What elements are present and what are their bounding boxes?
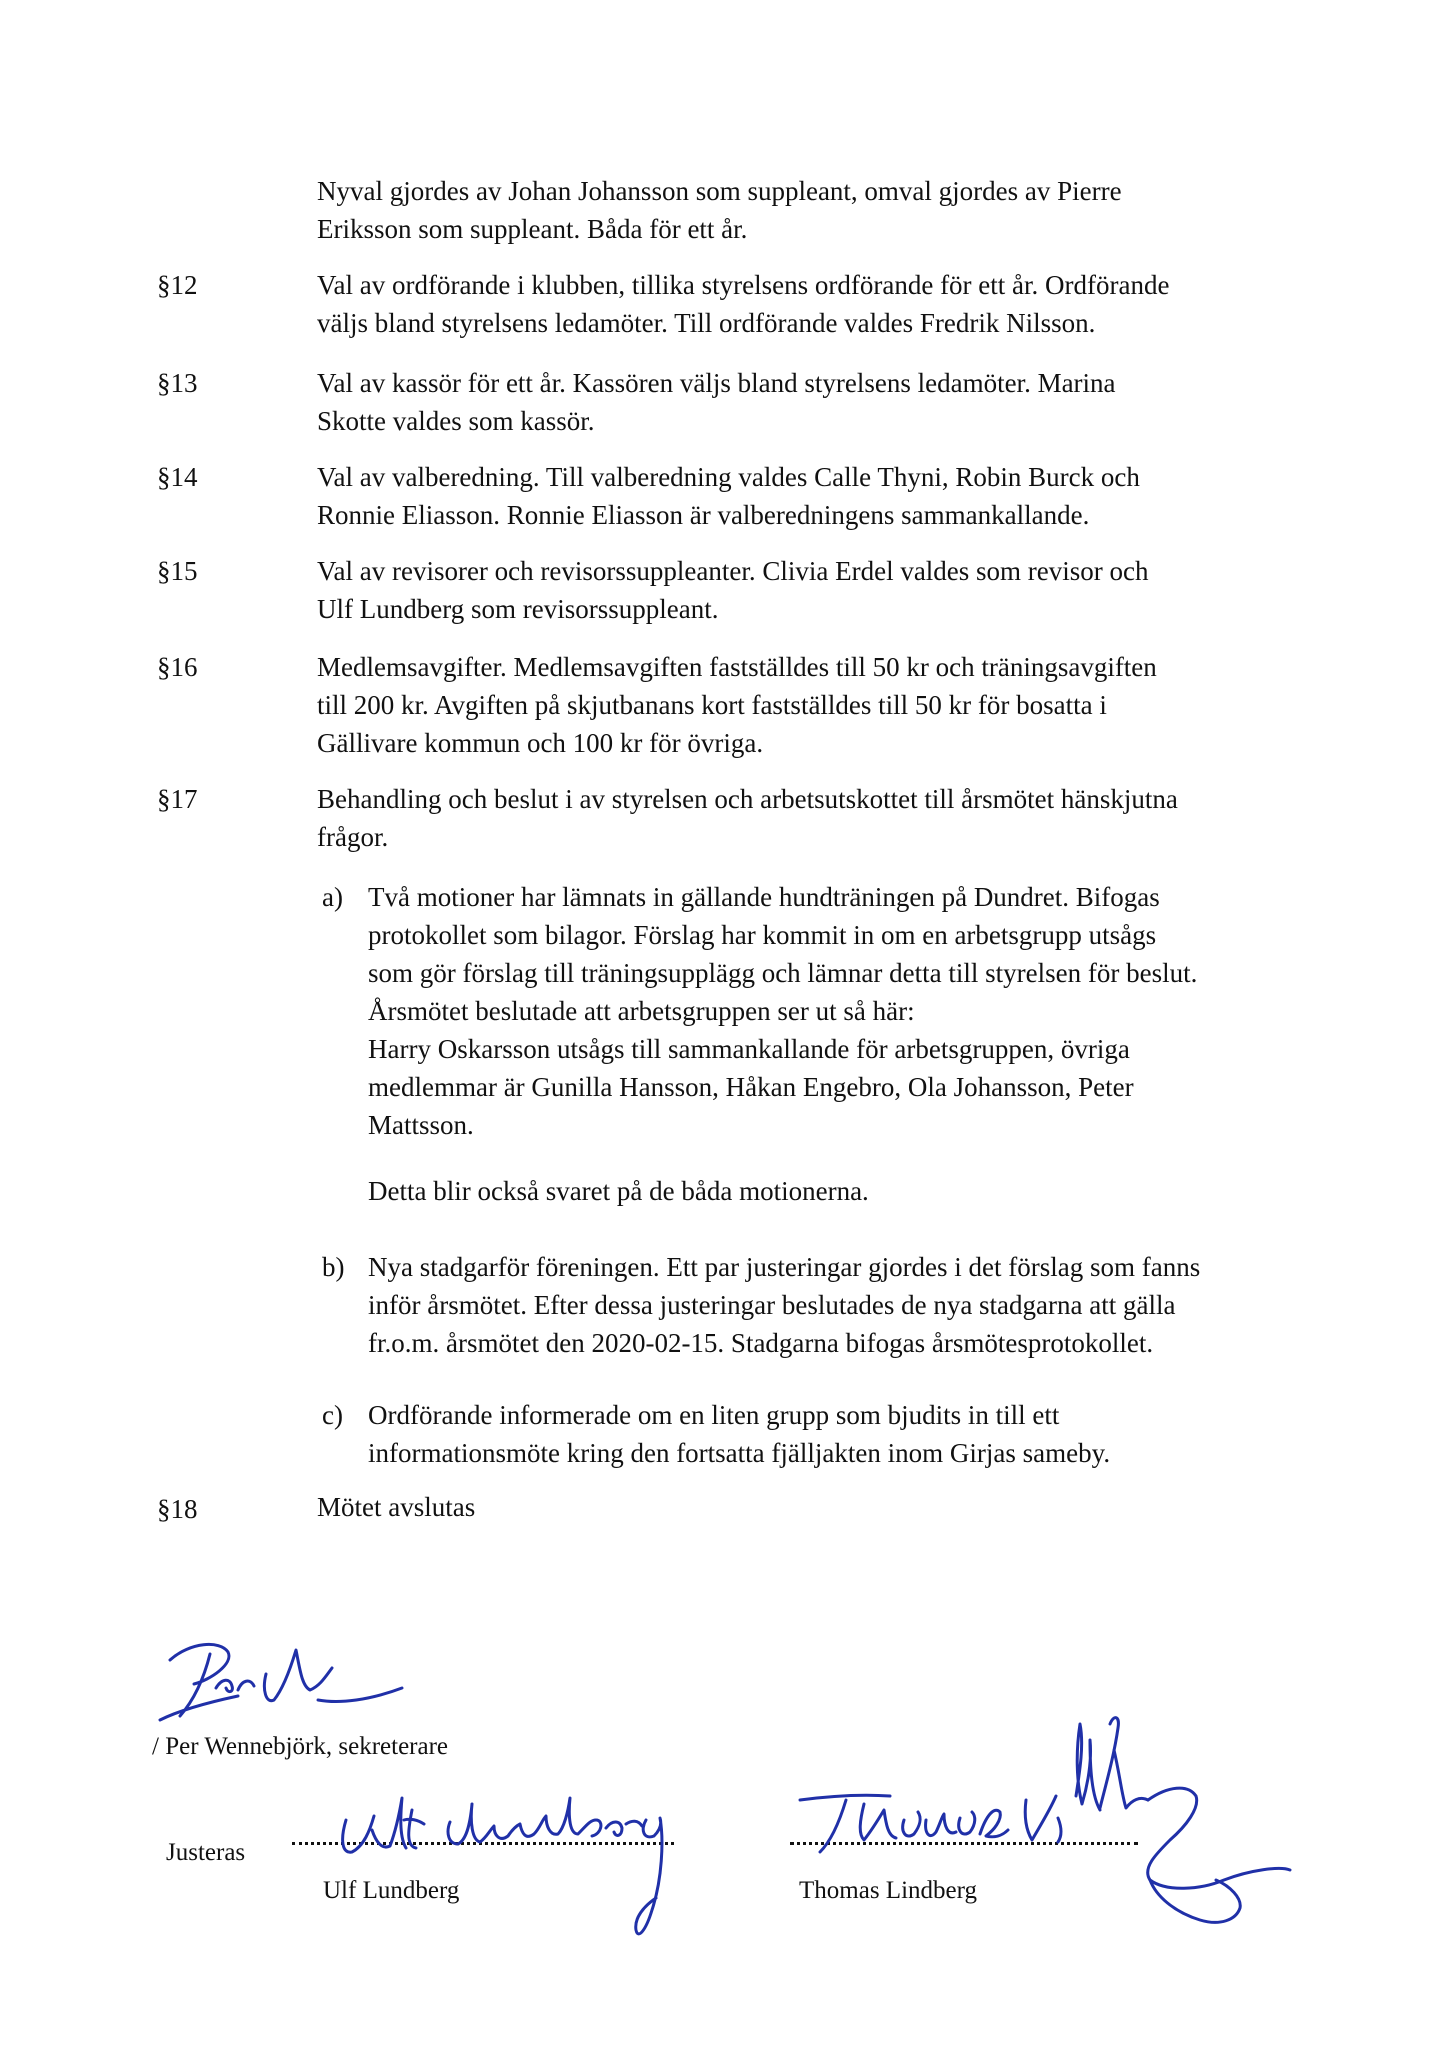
text-line: Val av kassör för ett år. Kassören väljs bland styrelsens ledamöter. Marina bbox=[317, 368, 1116, 398]
text-line: till 200 kr. Avgiften på skjutbanans kort fastställdes till 50 kr för bosatta i bbox=[317, 690, 1107, 720]
section-number: §15 bbox=[157, 556, 198, 586]
text-line: Val av revisorer och revisorssuppleanter. Clivia Erdel valdes som revisor och bbox=[317, 556, 1149, 586]
text-line: Val av valberedning. Till valberedning valdes Calle Thyni, Robin Burck och bbox=[317, 462, 1140, 492]
list-item bbox=[368, 878, 1278, 1144]
intro-paragraph bbox=[317, 172, 1277, 248]
text-line: Två motioner har lämnats in gällande hundträningen på Dundret. Bifogas bbox=[368, 882, 1160, 912]
section-number: §13 bbox=[157, 368, 198, 398]
list-item-note: Detta blir också svaret på de båda motionerna. bbox=[368, 1176, 869, 1206]
text-line: Skotte valdes som kassör. bbox=[317, 406, 595, 436]
signature-per-wennebjork bbox=[150, 1630, 410, 1730]
text-line: Årsmötet beslutade att arbetsgruppen ser ut så här: bbox=[368, 996, 915, 1026]
text-line: Ronnie Eliasson. Ronnie Eliasson är valberedningens sammankallande. bbox=[317, 500, 1090, 530]
text-line: Nyval gjordes av Johan Johansson som suppleant, omval gjordes av Pierre bbox=[317, 176, 1122, 206]
text-line: Mattsson. bbox=[368, 1110, 474, 1140]
section-paragraph bbox=[317, 364, 1277, 440]
text-line: frågor. bbox=[317, 822, 389, 852]
text-line: Gällivare kommun och 100 kr för övriga. bbox=[317, 728, 764, 758]
text-line: Ordförande informerade om en liten grupp som bjudits in till ett bbox=[368, 1400, 1060, 1430]
list-item bbox=[368, 1248, 1278, 1362]
list-item-letter: c) bbox=[322, 1400, 343, 1430]
section-number: §12 bbox=[157, 270, 198, 300]
justeras-label: Justeras bbox=[166, 1839, 246, 1866]
list-item-letter: a) bbox=[322, 882, 343, 912]
closing-text: Mötet avslutas bbox=[317, 1492, 476, 1522]
section-paragraph bbox=[317, 552, 1277, 628]
text-line: väljs bland styrelsens ledamöter. Till ordförande valdes Fredrik Nilsson. bbox=[317, 308, 1096, 338]
text-line: medlemmar är Gunilla Hansson, Håkan Engebro, Ola Johansson, Peter bbox=[368, 1072, 1134, 1102]
signature-ulf-lundberg bbox=[320, 1790, 700, 1950]
signer2-name: Thomas Lindberg bbox=[799, 1877, 977, 1904]
section-number: §16 bbox=[157, 652, 198, 682]
list-item-letter: b) bbox=[322, 1252, 345, 1282]
section-paragraph bbox=[317, 266, 1277, 342]
text-line: Ulf Lundberg som revisorssuppleant. bbox=[317, 594, 719, 624]
signature-thomas-lindberg bbox=[780, 1700, 1300, 1960]
text-line: som gör förslag till träningsupplägg och lämnar detta till styrelsen för beslut. bbox=[368, 958, 1198, 988]
section-paragraph bbox=[317, 648, 1277, 762]
text-line: Val av ordförande i klubben, tillika styrelsens ordförande för ett år. Ordförande bbox=[317, 270, 1170, 300]
section-number: §17 bbox=[157, 784, 198, 814]
section-paragraph bbox=[317, 458, 1277, 534]
text-line: Behandling och beslut i av styrelsen och arbetsutskottet till årsmötet hänskjutna bbox=[317, 784, 1178, 814]
text-line: fr.o.m. årsmötet den 2020-02-15. Stadgarna bifogas årsmötesprotokollet. bbox=[368, 1328, 1154, 1358]
section-paragraph bbox=[317, 780, 1277, 856]
section-number: §14 bbox=[157, 462, 198, 492]
text-line: Eriksson som suppleant. Båda för ett år. bbox=[317, 214, 748, 244]
signer1-name: Ulf Lundberg bbox=[323, 1877, 460, 1904]
secretary-name: / Per Wennebjörk, sekreterare bbox=[152, 1733, 449, 1760]
list-item bbox=[368, 1396, 1278, 1472]
text-line: Medlemsavgifter. Medlemsavgiften fastställdes till 50 kr och träningsavgiften bbox=[317, 652, 1157, 682]
section-number: §18 bbox=[157, 1494, 198, 1524]
text-line: informationsmöte kring den fortsatta fjälljakten inom Girjas sameby. bbox=[368, 1438, 1111, 1468]
text-line: inför årsmötet. Efter dessa justeringar beslutades de nya stadgarna att gälla bbox=[368, 1290, 1176, 1320]
text-line: Nya stadgarför föreningen. Ett par justeringar gjordes i det förslag som fanns bbox=[368, 1252, 1201, 1282]
text-line: Harry Oskarsson utsågs till sammankallande för arbetsgruppen, övriga bbox=[368, 1034, 1130, 1064]
text-line: protokollet som bilagor. Förslag har kommit in om en arbetsgrupp utsågs bbox=[368, 920, 1157, 950]
